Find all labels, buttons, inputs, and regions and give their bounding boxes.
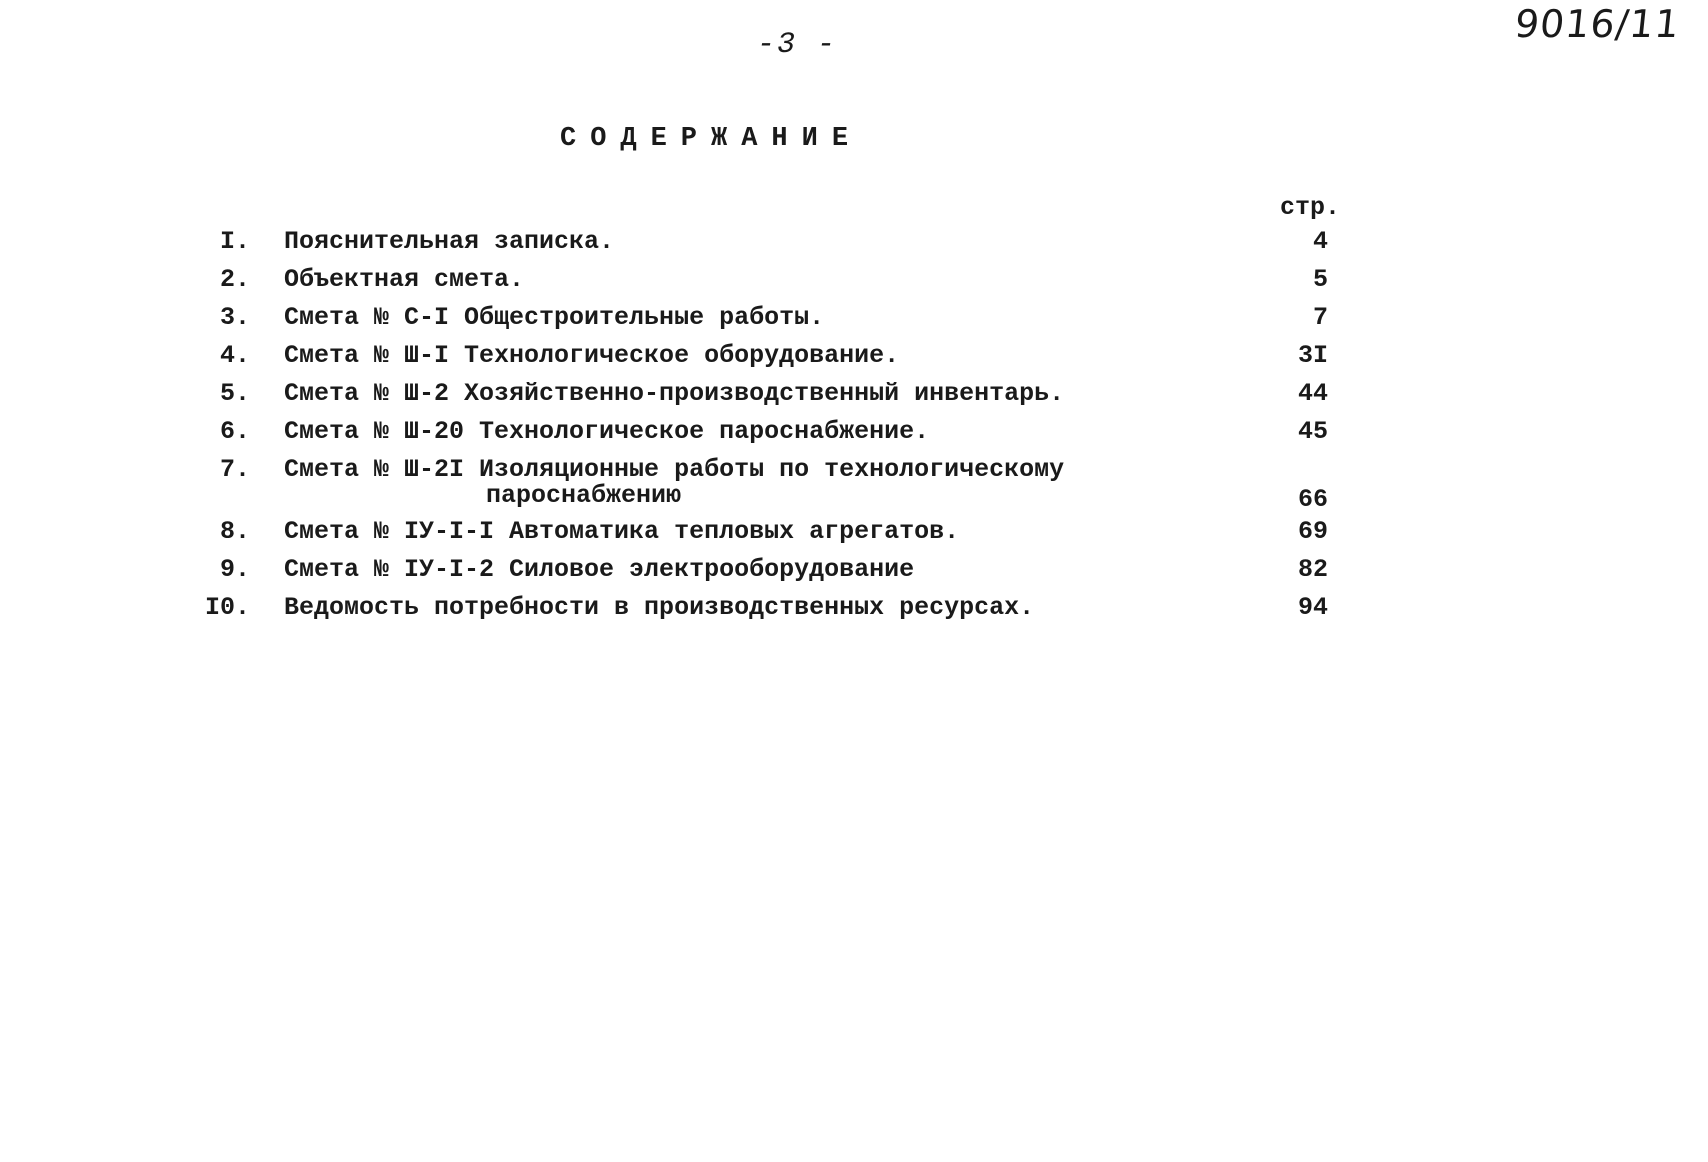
page-title: СОДЕРЖАНИЕ <box>560 124 863 154</box>
toc-entry-title: Объектная смета. <box>284 265 525 294</box>
toc-entry-number: 7. <box>219 455 250 484</box>
toc-entry-title: Смета № Ш-20 Технологическое пароснабжение. <box>284 417 930 446</box>
toc-entry <box>0 517 1708 555</box>
toc-entry <box>0 417 1708 455</box>
toc-entry-title-line2: пароснабжению <box>486 481 682 510</box>
page-number: -3 - <box>757 28 838 62</box>
toc-entry <box>0 455 1708 517</box>
toc-entry <box>0 593 1708 631</box>
toc-entry-page: 4 <box>1312 227 1328 256</box>
toc-entry-page: 3I <box>1297 341 1328 370</box>
toc-entry-page: 66 <box>1297 485 1328 514</box>
toc-entry-page: 94 <box>1297 593 1328 622</box>
toc-entry <box>0 341 1708 379</box>
toc-entry-title: Ведомость потребности в производственных ресурсах. <box>284 593 1035 622</box>
toc-entry-number: 9. <box>219 555 250 584</box>
toc-entry <box>0 379 1708 417</box>
toc-entry-number: I. <box>219 227 250 256</box>
toc-entry-number: 6. <box>219 417 250 446</box>
toc-entry-title: Смета № Ш-I Технологическое оборудование. <box>284 341 900 370</box>
toc-entry-page: 45 <box>1297 417 1328 446</box>
toc-entry <box>0 303 1708 341</box>
toc-entry-number: 4. <box>219 341 250 370</box>
toc-entry-title: Смета № Ш-2 Хозяйственно-производственный инвентарь. <box>284 379 1065 408</box>
toc-entry-title: Пояснительная записка. <box>284 227 615 256</box>
toc-entry-title: Смета № IУ-I-I Автоматика тепловых агрегатов. <box>284 517 960 546</box>
toc-entry-title: Смета № С-I Общестроительные работы. <box>284 303 825 332</box>
toc-entry-number: 5. <box>219 379 250 408</box>
toc-entry-title-line1: Смета № Ш-2I Изоляционные работы по технологическому <box>284 455 1065 484</box>
toc-entry-number: 2. <box>219 265 250 294</box>
toc-entry-number: I0. <box>204 593 250 622</box>
table-of-contents <box>0 227 1708 631</box>
toc-entry-title <box>284 455 1144 510</box>
pages-column-label: стр. <box>1280 193 1341 222</box>
toc-entry-number: 3. <box>219 303 250 332</box>
toc-entry-page: 44 <box>1297 379 1328 408</box>
toc-entry-number: 8. <box>219 517 250 546</box>
toc-entry <box>0 265 1708 303</box>
toc-entry <box>0 555 1708 593</box>
toc-entry <box>0 227 1708 265</box>
toc-entry-page: 69 <box>1297 517 1328 546</box>
toc-entry-page: 82 <box>1297 555 1328 584</box>
toc-entry-page: 5 <box>1312 265 1328 294</box>
toc-entry-title: Смета № IУ-I-2 Силовое электрооборудование <box>284 555 915 584</box>
document-id: 9016/11 <box>1512 2 1683 46</box>
toc-entry-page: 7 <box>1312 303 1328 332</box>
